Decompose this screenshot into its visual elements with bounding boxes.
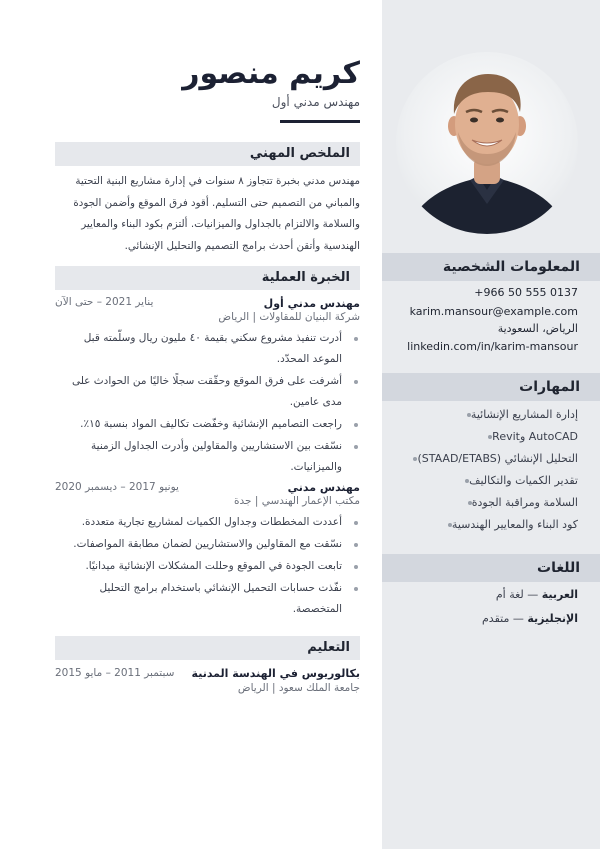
list-item: أعددت المخططات وجداول الكميات لمشاريع تجارية متعددة. — [55, 512, 360, 533]
job-title: مهندس مدني — [287, 481, 360, 494]
languages-heading: اللغات — [382, 554, 600, 582]
language-item: العربية — لغة أم — [495, 588, 578, 601]
job-bullets — [55, 328, 360, 479]
list-item: تابعت الجودة في الموقع وحللت المشكلات الإنشائية ميدانيًا. — [55, 556, 360, 577]
job-dates: يناير 2021 – حتى الآن — [55, 296, 154, 308]
job-dates: يونيو 2017 – ديسمبر 2020 — [55, 481, 179, 493]
skill-item: التحليل الإنشائي (STAAD/ETABS) — [401, 452, 578, 465]
job-title: مهندس مدني أول — [263, 297, 360, 310]
list-item: راجعت التصاميم الإنشائية وخفّضت تكاليف المواد بنسبة ١٥٪. — [55, 414, 360, 435]
candidate-role: مهندس مدني أول — [271, 95, 360, 109]
education-dates: سبتمبر 2011 – مايو 2015 — [55, 667, 175, 679]
list-item: نسّقت مع المقاولين والاستشاريين لضمان مطابقة المواصفات. — [55, 534, 360, 555]
location-text: الرياض، السعودية — [497, 322, 578, 335]
bullet-dot-icon — [354, 337, 358, 341]
summary-text: مهندس مدني بخبرة تتجاوز ٨ سنوات في إدارة مشاريع البنية التحتية والمباني من التصميم حتى التسليم. أقود فرق الموقع وأضمن الجودة والسلامة والالتزام بالجداول والميزانيات. ألتزم بكود البناء والمعايير الهندسية وأتقن أحدث برامج التصميم والتحليل الإنشائي. — [73, 175, 360, 252]
bullet-dot-icon — [354, 543, 358, 547]
school-name: جامعة الملك سعود | الرياض — [237, 682, 360, 694]
email-text: karim.mansour@example.com — [409, 305, 578, 318]
job-bullets — [55, 512, 360, 621]
bullet-dot-icon — [354, 587, 358, 591]
person-portrait-icon — [396, 52, 578, 234]
skill-item: تقدير الكميات والتكاليف — [453, 474, 578, 487]
education-heading: التعليم — [55, 636, 360, 660]
bullet-dot-icon — [354, 423, 358, 427]
degree-title: بكالوريوس في الهندسة المدنية — [191, 667, 360, 680]
sidebar — [382, 0, 600, 849]
bullet-dot-icon — [354, 445, 358, 449]
skill-item: كود البناء والمعايير الهندسية — [436, 518, 578, 531]
linkedin-text: linkedin.com/in/karim-mansour — [407, 340, 578, 353]
bullet-dot-icon — [354, 565, 358, 569]
language-item: الإنجليزية — متقدم — [481, 612, 578, 625]
summary-heading: الملخص المهني — [55, 142, 360, 166]
skill-item: السلامة ومراقبة الجودة — [456, 496, 578, 509]
bullet-dot-icon — [354, 521, 358, 525]
profile-photo — [396, 52, 578, 234]
experience-heading: الخبرة العملية — [55, 266, 360, 290]
job-company: شركة البنيان للمقاولات | الرياض — [218, 311, 360, 323]
candidate-name: كريم منصور — [182, 56, 360, 91]
skill-item: إدارة المشاريع الإنشائية — [455, 408, 578, 421]
personal-info-heading: المعلومات الشخصية — [382, 253, 600, 281]
skills-heading: المهارات — [382, 373, 600, 401]
bullet-dot-icon — [354, 380, 358, 384]
list-item: نفّذت حسابات التحميل الإنشائي باستخدام برامج التحليل المتخصصة. — [55, 578, 360, 620]
phone-text: +966 50 555 0137 — [474, 286, 578, 299]
job-company: مكتب الإعمار الهندسي | جدة — [234, 495, 360, 507]
name-underline — [280, 120, 360, 123]
list-item: نسّقت بين الاستشاريين والمقاولين وأدرت الجداول الزمنية والميزانيات. — [55, 436, 360, 478]
skill-item: AutoCAD وRevit — [476, 430, 578, 443]
list-item: أشرفت على فرق الموقع وحقّقت سجلًا خاليًا من الحوادث على مدى عامين. — [55, 371, 360, 413]
list-item: أدرت تنفيذ مشروع سكني بقيمة ٤٠ مليون ريال وسلّمته قبل الموعد المحدّد. — [55, 328, 360, 370]
